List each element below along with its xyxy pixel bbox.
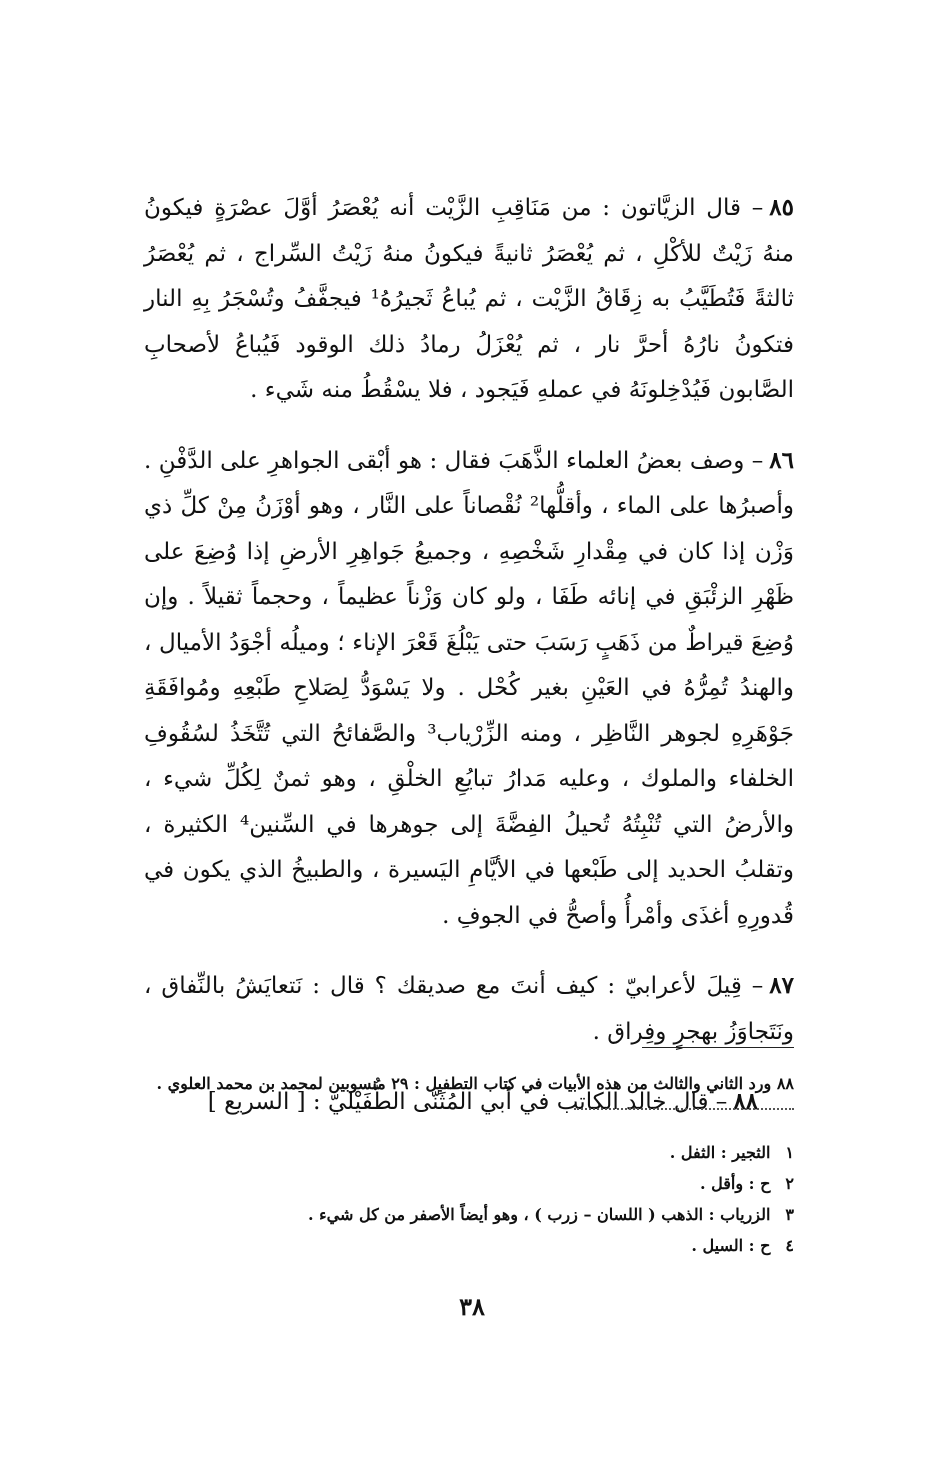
footnote-number: ٣	[785, 1205, 794, 1224]
footnote-item	[144, 1199, 794, 1230]
notes-dotted-separator	[574, 1108, 794, 1110]
paragraph-number: ٨٥	[769, 194, 794, 221]
footnote-separator	[642, 1047, 794, 1048]
paragraph-85	[144, 185, 794, 414]
paragraph-text: – قِيلَ لأعرابيّ : كيف أنتَ مع صديقك ؟ قال : نَتعايَشُ بالنِّفاق ، ونَتَجاوَزُ بهجرٍ وفِراق .	[144, 973, 794, 1045]
paragraph-text: – قال الزيَّاتون : من مَنَاقِبِ الزَّيْت أنه يُعْصَرُ أوَّلَ عصْرَةٍ فيكونُ منهُ زَيْتٌ للأكْلِ ، ثم يُعْصَرُ ثانيةً فيكونُ منهُ زَيْتُ السِّراج ، ثم يُعْصَرُ ثالثةً فَتُطَيَّبُ به زِقَاقُ الزَّيْت ، ثم يُباعُ ثَجيرُهُ¹ فيجفَّفُ وتُسْجَرُ بِهِ النار فتكونُ نارُهُ أحرَّ نار ، ثم يُعْزَلُ رمادُ ذلك الوقود فَيُباعُ لأصحابِ الصَّابون فَيُدْخِلونَهُ في عملهِ فَيَجود ، فلا يسْقُطُ منه شَيء .	[144, 195, 795, 403]
footnote-item	[144, 1230, 794, 1261]
paragraph-number: ٨٧	[769, 972, 794, 999]
footnotes-list	[144, 1137, 794, 1261]
footnote-text: الثجير : الثفل .	[669, 1143, 771, 1162]
footnote-item	[144, 1168, 794, 1199]
footnote-number: ١	[785, 1143, 794, 1162]
footnote-text: الزرياب : الذهب ( اللسان – زرب ) ، وهو أيضاً الأصفر من كل شيء .	[308, 1205, 771, 1224]
paragraph-number: ٨٦	[769, 446, 794, 474]
main-text	[144, 185, 794, 1126]
paragraph-86	[144, 438, 794, 940]
footnote-main: ٨٨ ورد الثاني والثالث من هذه الأبيات في كتاب التطفيل : ٢٩ منسوبين لمحمد بن محمد العلوي .	[156, 1074, 794, 1093]
footnote-text: ح : السيل .	[691, 1236, 771, 1255]
paragraph-text: – وصف بعضُ العلماء الذَّهَبَ فقال : هو أبْقى الجواهرِ على الدَّفْنِ . وأصبرُها على الماء ، وأقلُّها² نُقْصاناً على النَّار ، وهو أوْزَنُ مِنْ كلِّ ذي وَزْن إذا كان في مِقْدارِ شَخْصِهِ ، وجميعُ جَواهِرِ الأرضِ إذا وُضِعَ على ظَهْرِ الزئْبَقِ في إنائه طَفَا ، ولو كان وَزْناً عظيماً ، وحجماً ثقيلاً . وإن وُضِعَ قيراطٌ من ذَهَبٍ رَسَبَ حتى يَبْلُغَ قَعْرَ الإناء ؛ وميلُه أجْوَدُ الأميال ، والهندُ تُمِرُّهُ في العَيْنِ بغير كُحْل . ولا يَسْوَدُّ لِصَلاحِ طَبْعِهِ ومُوافَقَةِ جَوْهَرِهِ لجوهر النَّاظِر ، ومنه الزِّرْياب³ والصَّفائحُ التي تُتَّخَذُ لسُقُوفِ الخلفاء والملوك ، وعليه مَدارُ تبايُعِ الخلْقِ ، وهو ثمنٌ لِكُلِّ شيء ، والأرضُ التي تُنْبِتُهُ تُحيلُ الفِضَّةَ إلى جوهرها في السِّنين⁴ الكثيرة ، وتقلبُ الحديد إلى طَبْعها في الأيَّامِ اليَسيرة ، والطبيخُ الذي يكون في قُدورِهِ أغذَى وأمْرأُ وأصحُّ في الجوفِ .	[144, 447, 794, 929]
paragraph-87	[144, 963, 794, 1055]
paragraph-text: – قال خالد الكاتب في أبي المُثَنّى الطُّفَيْليّ : [ السريع ]	[207, 1089, 728, 1115]
footnote-text: ح : وأقل .	[699, 1174, 771, 1193]
footnote-item	[144, 1137, 794, 1168]
paragraph-number: ٨٨	[733, 1088, 758, 1115]
footnote-number: ٢	[785, 1174, 794, 1193]
page-number: ٣٨	[459, 1292, 485, 1321]
footnote-number: ٤	[785, 1236, 794, 1255]
